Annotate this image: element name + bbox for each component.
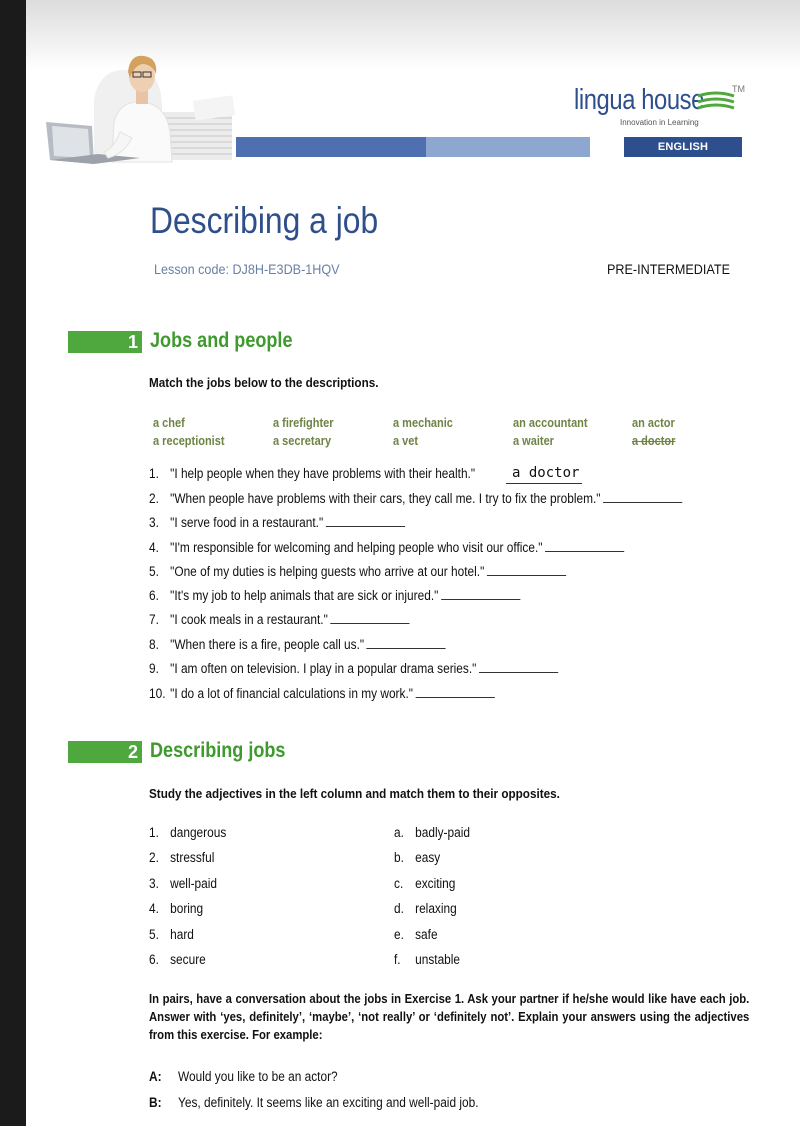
- word-bank-item: a waiter: [513, 434, 554, 448]
- word-bank-item: a mechanic: [393, 416, 453, 430]
- answer-blank[interactable]: [603, 490, 682, 503]
- adjective-item: 3. well-paid: [149, 876, 218, 891]
- question-item: 4. "I'm responsible for welcoming and helping people who visit our office.": [149, 539, 624, 555]
- dialogue-line: B: Yes, definitely. It seems like an exciting and well-paid job.: [149, 1095, 479, 1110]
- word-bank-item: a chef: [153, 416, 185, 430]
- question-item: 2. "When people have problems with their cars, they call me. I try to fix the problem.": [149, 490, 682, 506]
- opposite-item: d. relaxing: [394, 901, 457, 916]
- lesson-code: Lesson code: DJ8H-E3DB-1HQV: [154, 261, 340, 277]
- brand-tagline: Innovation in Learning: [620, 118, 699, 127]
- section-number: 2: [127, 742, 138, 762]
- question-item: 3. "I serve food in a restaurant.": [149, 514, 405, 530]
- question-item: 5. "One of my duties is helping guests who arrive at our hotel.": [149, 563, 566, 579]
- answer-blank[interactable]: [479, 660, 558, 673]
- section-1-instruction: Match the jobs below to the descriptions.: [149, 375, 379, 390]
- header-illustration: [44, 40, 244, 170]
- opposite-item: a. badly-paid: [394, 825, 470, 840]
- dialogue-line: A: Would you like to be an actor?: [149, 1069, 338, 1084]
- section-title: Jobs and people: [150, 329, 293, 352]
- word-bank-item: a receptionist: [153, 434, 225, 448]
- question-item: 8. "When there is a fire, people call us.": [149, 636, 446, 652]
- question-item: 10. "I do a lot of financial calculations in my work.": [149, 685, 495, 701]
- level-label: PRE-INTERMEDIATE: [607, 261, 730, 277]
- question-item: 7. "I cook meals in a restaurant.": [149, 611, 410, 627]
- answer-blank[interactable]: [326, 514, 405, 527]
- pairs-instruction: In pairs, have a conversation about the jobs in Exercise 1. Ask your partner if he/she would like have each job. Answer with ‘yes, definitely’, ‘maybe’, ‘not really’ or ‘definitely not’. Explain your answers using the adjectives from this exercise. For example:: [149, 991, 750, 1042]
- book-stack-icon: [696, 90, 736, 114]
- question-item: 1. "I help people when they have problems with their health.": [149, 466, 476, 481]
- word-bank-item: a firefighter: [273, 416, 334, 430]
- word-bank-item-used: a doctor: [632, 434, 676, 448]
- opposite-item: b. easy: [394, 850, 441, 865]
- section-title: Describing jobs: [150, 739, 286, 762]
- answer-blank[interactable]: [441, 587, 520, 600]
- answer-blank[interactable]: [545, 539, 624, 552]
- opposite-item: f. unstable: [394, 952, 461, 967]
- brand-name: lingua house: [574, 84, 704, 116]
- opposite-item: e. safe: [394, 927, 438, 942]
- handwritten-answer[interactable]: a doctor: [512, 465, 580, 481]
- adjective-item: 1. dangerous: [149, 825, 227, 840]
- answer-blank[interactable]: [330, 611, 409, 624]
- adjective-item: 4. boring: [149, 901, 204, 916]
- question-item: 9. "I am often on television. I play in a popular drama series.": [149, 660, 558, 676]
- section-2-instruction: Study the adjectives in the left column and match them to their opposites.: [149, 786, 560, 801]
- section-number: 1: [127, 332, 138, 352]
- answer-blank[interactable]: [487, 563, 566, 576]
- screen-left-edge: [0, 0, 26, 1126]
- answer-blank[interactable]: [416, 685, 495, 698]
- opposite-item: c. exciting: [394, 876, 456, 891]
- word-bank-item: an accountant: [513, 416, 588, 430]
- adjective-item: 2. stressful: [149, 850, 215, 865]
- answer-blank[interactable]: [367, 636, 446, 649]
- section-1-header: [68, 330, 768, 356]
- section-2-header: [68, 740, 768, 766]
- word-bank-item: a secretary: [273, 434, 332, 448]
- adjective-item: 5. hard: [149, 927, 194, 942]
- trademark: TM: [732, 84, 745, 94]
- adjective-item: 6. secure: [149, 952, 206, 967]
- word-bank-item: an actor: [632, 416, 675, 430]
- category-label: ENGLISH VOCABULARY: [624, 137, 742, 157]
- word-bank-item: a vet: [393, 434, 419, 448]
- document-title: Describing a job: [150, 200, 379, 241]
- header-bar: [236, 137, 742, 173]
- answer-line: [506, 483, 582, 484]
- question-item: 6. "It's my job to help animals that are sick or injured.": [149, 587, 520, 603]
- brand-logo: [574, 84, 754, 132]
